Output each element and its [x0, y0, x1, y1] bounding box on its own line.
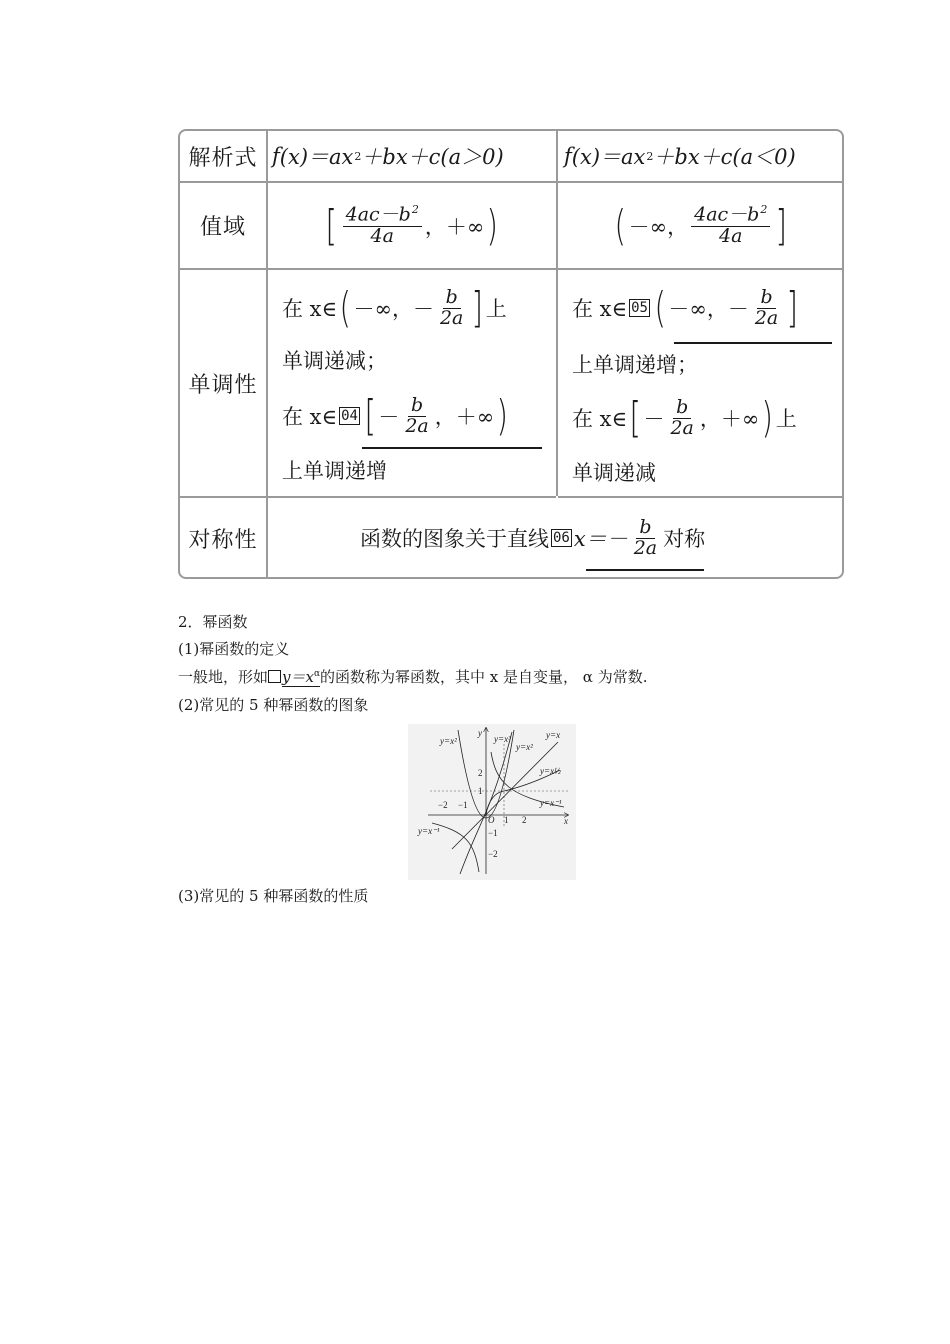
range-fraction: $\frac{4ac-b^2}{4a}$ — [691, 204, 770, 246]
mono-pos-line2: 单调递减； — [282, 349, 387, 373]
axis-label-y: y — [478, 728, 482, 738]
mono-neg-line3: 在 x∈ [ － $\frac{b}{2a}$ ，＋∞ ) 上 — [572, 393, 797, 442]
row-header-monotonicity: 单调性 — [188, 372, 258, 398]
row-header-expression: 解析式 — [188, 145, 258, 171]
label-x-half: y=x½ — [540, 766, 561, 776]
power-function-graph — [408, 724, 576, 880]
tick-x-neg1: −1 — [458, 800, 468, 810]
mono-neg-line2: 上单调递增； — [572, 353, 698, 377]
answer-mark-05: 05 — [631, 300, 648, 316]
range-a-positive: [ $\frac{4ac-b^2}{4a}$ ，＋∞ ) — [325, 200, 499, 250]
tick-y-2: 2 — [478, 768, 483, 778]
answer-mark-04: 04 — [341, 408, 358, 424]
range-a-negative: ( －∞， $\frac{4ac-b^2}{4a}$ ] — [614, 200, 788, 250]
symmetry-statement: 函数的图象关于直线 06 x＝－ $\frac{b}{2a}$ 对称 — [360, 515, 706, 559]
blank-box — [268, 670, 281, 683]
mono-pos-line1: 在 x∈ ( －∞，－ $\frac{b}{2a}$ ] 上 — [282, 283, 507, 332]
label-x-cubed: y=x³ — [494, 734, 511, 744]
label-x-squared-left: y=x² — [440, 736, 457, 746]
subsection-definition: (1)幂函数的定义 — [178, 640, 290, 658]
curve-x-half — [486, 770, 560, 815]
row-header-range: 值域 — [199, 215, 246, 240]
mono-pos-line3: 在 x∈ 04 [ － $\frac{b}{2a}$ ，＋∞ ) — [282, 391, 509, 440]
mono-pos-line4: 上单调递增 — [282, 459, 387, 483]
tick-x-1: 1 — [504, 815, 509, 825]
mono-neg-line4: 单调递减 — [572, 461, 656, 485]
tick-y-neg1: −1 — [488, 828, 498, 838]
graph-svg — [408, 724, 576, 880]
subsection-properties: (3)常见的 5 种幂函数的性质 — [178, 887, 369, 905]
answer-underline-05 — [674, 342, 832, 344]
label-x-linear: y=x — [546, 730, 561, 740]
tick-x-2: 2 — [522, 815, 527, 825]
range-fraction: $\frac{4ac-b^2}{4a}$ — [343, 204, 422, 246]
label-x-inverse-left: y=x⁻¹ — [418, 826, 440, 836]
answer-mark-06: 06 — [553, 530, 570, 546]
label-x-squared-right: y=x² — [516, 742, 533, 752]
tick-y-neg2: −2 — [488, 849, 498, 859]
expression-a-negative: f (x)＝ax 2 ＋bx＋c(a＜0) — [564, 144, 796, 169]
origin-label: O — [488, 815, 495, 825]
mono-neg-line1: 在 x∈ 05 ( －∞，－ $\frac{b}{2a}$ ] — [572, 283, 799, 332]
axis-label-x: x — [564, 816, 568, 826]
definition-formula: $y=x^\alpha$ — [282, 668, 321, 686]
tick-y-1: 1 — [478, 786, 483, 796]
quadratic-properties-table — [178, 129, 844, 579]
expression-a-positive: f (x)＝ax 2 ＋bx＋c(a＞0) — [272, 144, 504, 169]
tick-x-neg2: −2 — [438, 800, 448, 810]
row-header-symmetry: 对称性 — [188, 528, 258, 553]
label-x-inverse-right: y=x⁻¹ — [540, 798, 562, 808]
answer-underline-06 — [586, 569, 704, 571]
section-heading: 2．幂函数 — [178, 613, 248, 631]
answer-underline-04 — [362, 447, 542, 449]
definition-paragraph: 一般地，形如 $y=x^\alpha$的函数称为幂函数，其中 x 是自变量， α 为常数. — [178, 668, 648, 686]
subsection-graphs: (2)常见的 5 种幂函数的图象 — [178, 696, 369, 714]
